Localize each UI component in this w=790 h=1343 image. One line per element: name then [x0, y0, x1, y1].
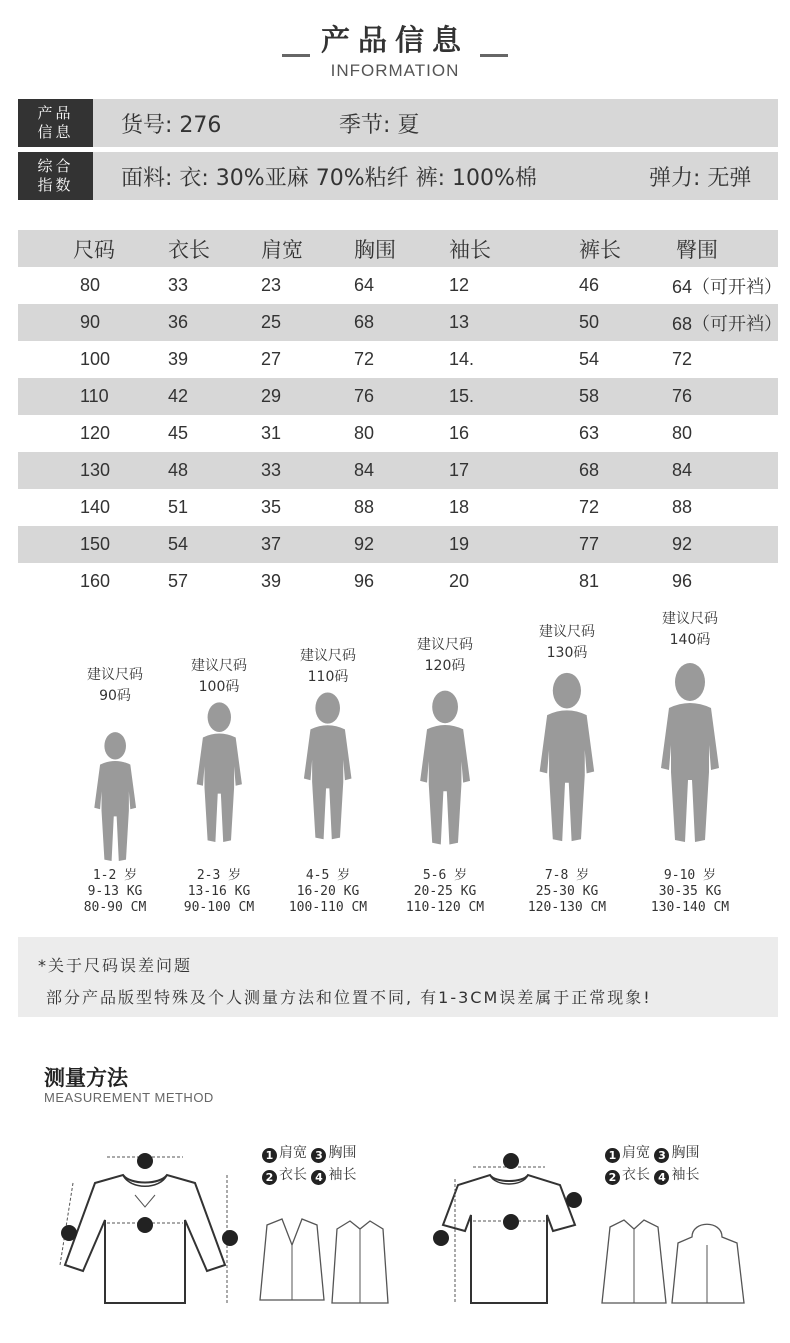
- suggest-size: 140码: [669, 632, 711, 648]
- legend-label: 肩宽: [622, 1145, 650, 1161]
- size-cell: 45: [168, 423, 189, 443]
- size-cell: 48: [168, 460, 189, 480]
- size-cell: 100: [80, 349, 111, 369]
- legend-label: 袖长: [671, 1167, 700, 1183]
- suggest-label: 建议尺码: [191, 658, 247, 674]
- size-cell: 63: [579, 423, 600, 443]
- size-cell: 50: [579, 312, 600, 332]
- title-dash-left: [282, 54, 310, 57]
- size-cell: 33: [168, 275, 189, 295]
- weight-range: 20-25 KG: [413, 884, 477, 899]
- number-badge: 2: [262, 1170, 277, 1185]
- size-cell: 23: [261, 275, 282, 295]
- title-en: INFORMATION: [330, 61, 460, 80]
- height-range: 80-90 CM: [83, 900, 147, 915]
- size-cell: 76: [672, 386, 693, 406]
- legend-label: 袖长: [328, 1167, 357, 1183]
- size-row: [18, 452, 778, 489]
- col-header: 胸围: [354, 237, 396, 262]
- size-cell: 80: [672, 423, 693, 443]
- title-cn: 产品信息: [320, 23, 469, 57]
- col-header: 袖长: [449, 237, 491, 262]
- weight-range: 9-13 KG: [87, 884, 143, 899]
- size-cell: 33: [261, 460, 282, 480]
- size-cell: 13: [449, 312, 470, 332]
- size-cell: 27: [261, 349, 282, 369]
- size-cell: 84: [672, 460, 693, 480]
- child-silhouette-icon: [415, 688, 475, 851]
- size-cell: 81: [579, 571, 600, 591]
- size-cell: 39: [168, 349, 189, 369]
- info-row-product: [18, 99, 778, 147]
- size-cell: 84: [354, 460, 375, 480]
- marker-2: [222, 1230, 238, 1246]
- size-cell: 31: [261, 423, 282, 443]
- weight-range: 16-20 KG: [296, 884, 360, 899]
- marker-4: [566, 1192, 582, 1208]
- marker-2: [433, 1230, 449, 1246]
- size-cell: 58: [579, 386, 600, 406]
- size-cell: 29: [261, 386, 282, 406]
- size-cell: 19: [449, 534, 470, 554]
- weight-range: 13-16 KG: [187, 884, 251, 899]
- size-row: [18, 526, 778, 563]
- long-sleeve-diagram: [55, 1145, 250, 1310]
- number-badge: 2: [605, 1170, 620, 1185]
- legend-label: 胸围: [671, 1145, 700, 1161]
- size-cell: 72: [579, 497, 600, 517]
- size-row: [18, 563, 778, 600]
- size-cell: 12: [449, 275, 470, 295]
- info-tag-composite: [18, 152, 93, 200]
- item-number: 货号: 276: [121, 112, 222, 138]
- size-cell: 80: [354, 423, 375, 443]
- size-cell: 88: [354, 497, 375, 517]
- size-cell: 35: [261, 497, 282, 517]
- size-cell: 57: [168, 571, 189, 591]
- size-row: [18, 304, 778, 341]
- size-error-note: [18, 937, 778, 1017]
- size-cell: 15.: [449, 386, 475, 406]
- suggest-label: 建议尺码: [539, 624, 595, 640]
- size-cell: 51: [168, 497, 189, 517]
- size-row: [18, 489, 778, 526]
- child-silhouette-icon: [90, 730, 140, 867]
- age-range: 7-8 岁: [544, 868, 590, 883]
- col-header: 尺码: [73, 237, 115, 262]
- tag-line: 综合: [37, 157, 74, 175]
- kid-figure: [630, 600, 750, 930]
- kid-figure: [507, 600, 627, 930]
- size-cell: 77: [579, 534, 600, 554]
- height-range: 130-140 CM: [650, 900, 730, 915]
- title-dash-right: [480, 54, 508, 57]
- size-cell: 160: [80, 571, 111, 591]
- suggest-label: 建议尺码: [300, 648, 356, 664]
- suggest-size: 120码: [424, 658, 466, 674]
- size-cell: 14.: [449, 349, 475, 369]
- suggest-size: 100码: [198, 679, 240, 695]
- size-cell: 16: [449, 423, 470, 443]
- child-silhouette-icon: [655, 660, 725, 850]
- suggest-label: 建议尺码: [87, 667, 143, 683]
- age-range: 9-10 岁: [663, 868, 717, 883]
- size-cell: 150: [80, 534, 111, 554]
- size-cell: 76: [354, 386, 375, 406]
- size-cell: 64（可开裆）: [672, 276, 783, 297]
- suggest-label: 建议尺码: [417, 637, 473, 653]
- tshirt-diagram: [425, 1145, 590, 1310]
- number-badge: 1: [262, 1148, 277, 1163]
- marker-3: [137, 1217, 153, 1233]
- size-row: [18, 341, 778, 378]
- marker-1: [503, 1153, 519, 1169]
- child-silhouette-icon: [534, 670, 600, 849]
- size-cell: 64: [354, 275, 375, 295]
- suggest-size: 130码: [546, 645, 588, 661]
- fabric: 面料: 衣: 30%亚麻 70%粘纤 裤: 100%棉: [121, 165, 537, 191]
- size-cell: 80: [80, 275, 101, 295]
- weight-range: 25-30 KG: [535, 884, 599, 899]
- legend-label: 胸围: [328, 1145, 357, 1161]
- height-range: 100-110 CM: [288, 900, 368, 915]
- size-cell: 68: [579, 460, 600, 480]
- size-cell: 90: [80, 312, 101, 332]
- height-range: 110-120 CM: [405, 900, 485, 915]
- measure-legend-right: [605, 1142, 699, 1186]
- size-cell: 110: [80, 386, 109, 406]
- info-tag-product: [18, 99, 93, 147]
- size-cell: 140: [80, 497, 111, 517]
- measure-legend-left: [262, 1142, 356, 1186]
- height-range: 90-100 CM: [183, 900, 255, 915]
- marker-3: [503, 1214, 519, 1230]
- size-cell: 96: [672, 571, 693, 591]
- child-silhouette-icon: [192, 700, 247, 848]
- size-cell: 46: [579, 275, 600, 295]
- size-cell: 39: [261, 571, 282, 591]
- elasticity: 弹力: 无弹: [649, 165, 752, 191]
- info-row-composite: [18, 152, 778, 200]
- note-answer: 部分产品版型特殊及个人测量方法和位置不同, 有1-3CM误差属于正常现象!: [46, 988, 652, 1007]
- size-cell: 17: [449, 460, 470, 480]
- suggest-label: 建议尺码: [662, 611, 718, 627]
- legend-label: 肩宽: [279, 1145, 307, 1161]
- section-title: [0, 18, 790, 81]
- size-row: [18, 415, 778, 452]
- size-cell: 68（可开裆）: [672, 313, 783, 334]
- age-range: 5-6 岁: [422, 868, 468, 883]
- size-cell: 92: [672, 534, 693, 554]
- size-cell: 37: [261, 534, 282, 554]
- tag-line: 信息: [37, 123, 74, 141]
- measure-subtitle: MEASUREMENT METHOD: [44, 1090, 214, 1105]
- size-cell: 130: [80, 460, 111, 480]
- number-badge: 3: [654, 1148, 669, 1163]
- col-header: 衣长: [168, 237, 210, 262]
- number-badge: 3: [311, 1148, 326, 1163]
- legend-label: 衣长: [622, 1167, 650, 1183]
- jacket-icons-right: [592, 1215, 752, 1310]
- season: 季节: 夏: [339, 112, 420, 138]
- marker-4: [61, 1225, 77, 1241]
- marker-1: [137, 1153, 153, 1169]
- kid-figure: [55, 600, 175, 930]
- size-suggestion-figures: [0, 600, 790, 930]
- jacket-icons-left: [252, 1215, 392, 1310]
- kid-figure: [159, 600, 279, 930]
- size-cell: 42: [168, 386, 189, 406]
- number-badge: 4: [311, 1170, 326, 1185]
- size-cell: 92: [354, 534, 375, 554]
- suggest-size: 90码: [99, 688, 131, 704]
- age-range: 4-5 岁: [305, 868, 351, 883]
- number-badge: 1: [605, 1148, 620, 1163]
- size-cell: 18: [449, 497, 470, 517]
- tag-line: 产品: [37, 104, 74, 122]
- size-cell: 20: [449, 571, 470, 591]
- size-cell: 54: [168, 534, 189, 554]
- size-cell: 96: [354, 571, 375, 591]
- size-cell: 120: [80, 423, 111, 443]
- size-cell: 68: [354, 312, 375, 332]
- size-cell: 54: [579, 349, 600, 369]
- kid-figure: [268, 600, 388, 930]
- size-table-header: [18, 230, 778, 267]
- size-cell: 72: [354, 349, 375, 369]
- kid-figure: [385, 600, 505, 930]
- note-question: *关于尺码误差问题: [38, 956, 193, 975]
- col-header: 臀围: [676, 237, 718, 262]
- suggest-size: 110码: [307, 669, 349, 685]
- size-row: [18, 267, 778, 304]
- age-range: 1-2 岁: [92, 868, 138, 883]
- weight-range: 30-35 KG: [658, 884, 722, 899]
- size-cell: 88: [672, 497, 693, 517]
- height-range: 120-130 CM: [527, 900, 607, 915]
- col-header: 裤长: [579, 237, 621, 262]
- col-header: 肩宽: [261, 237, 303, 262]
- measure-title: 测量方法: [44, 1066, 128, 1090]
- size-cell: 25: [261, 312, 282, 332]
- legend-label: 衣长: [279, 1167, 307, 1183]
- child-silhouette-icon: [299, 690, 356, 846]
- size-cell: 36: [168, 312, 189, 332]
- size-row: [18, 378, 778, 415]
- tag-line: 指数: [37, 176, 74, 194]
- size-table: [18, 230, 783, 600]
- age-range: 2-3 岁: [196, 868, 242, 883]
- size-cell: 72: [672, 349, 693, 369]
- number-badge: 4: [654, 1170, 669, 1185]
